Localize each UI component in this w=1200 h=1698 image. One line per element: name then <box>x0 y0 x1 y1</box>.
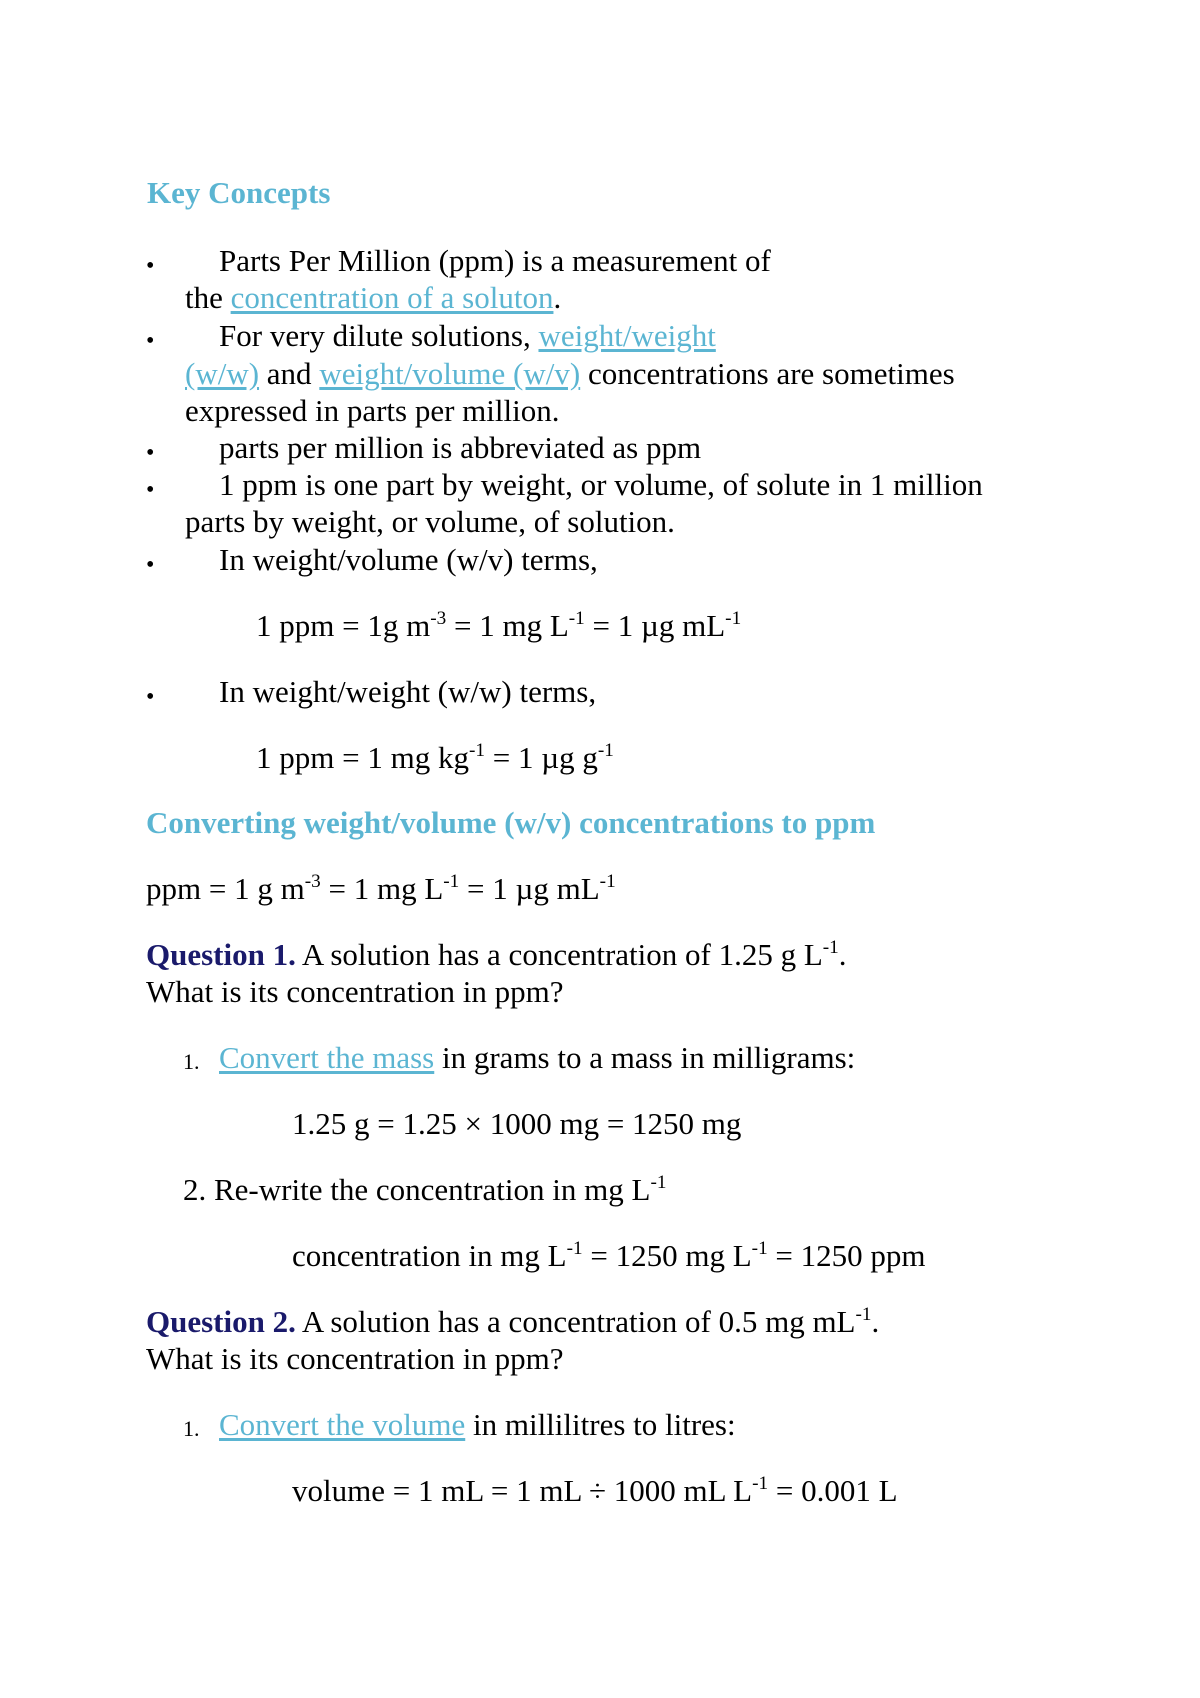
text: = 1 µg mL <box>459 871 600 906</box>
step-number: 1. <box>183 1049 200 1074</box>
text: and <box>259 356 320 391</box>
text: in millilitres to litres: <box>465 1407 736 1442</box>
text: . <box>553 280 562 315</box>
converting-equation <box>146 870 616 913</box>
bullet-icon: • <box>146 477 155 503</box>
link-convert-the-volume[interactable]: Convert the volume <box>219 1407 466 1442</box>
bullet-icon: • <box>146 684 155 710</box>
question-label: Question 2. <box>146 1304 296 1339</box>
bullet-4-line-1: 1 ppm is one part by weight, or volume, of solute in 1 million <box>219 467 983 502</box>
superscript: -1 <box>443 870 460 892</box>
q2-step-1 <box>219 1406 736 1444</box>
link-weight-weight-ww[interactable]: (w/w) <box>185 356 260 391</box>
text: = 1 µg mL <box>584 608 726 643</box>
text: concentration in mg L <box>292 1238 567 1273</box>
bullet-icon: • <box>146 328 155 354</box>
superscript: -1 <box>725 607 742 629</box>
bullet-2-line-3: expressed in parts per million. <box>185 393 560 428</box>
step-number: 1. <box>183 1416 200 1441</box>
superscript: -1 <box>752 1472 769 1494</box>
converting-heading: Converting weight/volume (w/v) concentrations to ppm <box>146 805 876 840</box>
superscript: -3 <box>304 870 321 892</box>
step-number: 2. <box>183 1172 207 1207</box>
text: concentrations are sometimes <box>580 356 955 391</box>
bullet-icon: • <box>146 253 155 279</box>
key-concepts-heading: Key Concepts <box>147 175 331 210</box>
text: = 1250 mg L <box>582 1238 752 1273</box>
text: = 1 µg g <box>484 740 598 775</box>
link-concentration-of-a-solution[interactable]: concentration of a soluton <box>230 280 554 315</box>
text: = 0.001 L <box>768 1473 898 1508</box>
superscript: -1 <box>751 1237 768 1259</box>
link-convert-the-mass[interactable]: Convert the mass <box>219 1040 435 1075</box>
bullet-4-line-2: parts by weight, or volume, of solution. <box>185 504 675 539</box>
text: A solution has a concentration of 0.5 mg mL <box>295 1304 856 1339</box>
superscript: -1 <box>468 739 485 761</box>
text: the <box>185 280 231 315</box>
superscript: -1 <box>566 1237 583 1259</box>
q1-equation-2 <box>292 1237 926 1280</box>
q1-equation-1: 1.25 g = 1.25 × 1000 mg = 1250 mg <box>292 1106 742 1141</box>
text: . <box>871 1304 880 1339</box>
superscript: -1 <box>650 1171 667 1193</box>
text: = 1 mg L <box>446 608 569 643</box>
text: ppm = 1 g m <box>146 871 305 906</box>
text: volume = 1 mL = 1 mL ÷ 1000 mL L <box>292 1473 753 1508</box>
superscript: -1 <box>822 936 839 958</box>
text: = 1 mg L <box>320 871 444 906</box>
text: in grams to a mass in milligrams: <box>434 1040 856 1075</box>
text: A solution has a concentration of 1.25 g L <box>295 937 823 972</box>
question-2-line-2: What is its concentration in ppm? <box>146 1341 564 1376</box>
bullet-icon: • <box>146 552 155 578</box>
link-weight-volume[interactable]: weight/volume (w/v) <box>319 356 581 391</box>
text: Re-write the concentration in mg L <box>206 1172 651 1207</box>
equation-wv-ppm <box>256 607 741 650</box>
bullet-2-line-2 <box>185 355 955 393</box>
equation-ww-ppm <box>256 739 614 782</box>
text: . <box>838 937 847 972</box>
text: = 1250 ppm <box>767 1238 926 1273</box>
superscript: -3 <box>430 607 447 629</box>
question-1-line-2: What is its concentration in ppm? <box>146 974 564 1009</box>
superscript: -1 <box>597 739 614 761</box>
q1-step-2 <box>183 1171 666 1214</box>
text: For very dilute solutions, <box>219 318 539 353</box>
bullet-5-line-1: In weight/volume (w/v) terms, <box>219 542 598 577</box>
q1-step-1 <box>219 1039 855 1077</box>
text: 1 ppm = 1 mg kg <box>256 740 469 775</box>
bullet-6-line-1: In weight/weight (w/w) terms, <box>219 674 597 709</box>
superscript: -1 <box>599 870 616 892</box>
text: 1 ppm = 1g m <box>256 608 431 643</box>
superscript: -1 <box>568 607 585 629</box>
superscript: -1 <box>855 1303 872 1325</box>
bullet-3-line-1: parts per million is abbreviated as ppm <box>219 430 702 465</box>
q2-equation-1 <box>292 1472 898 1515</box>
link-weight-weight[interactable]: weight/weight <box>538 318 716 353</box>
bullet-icon: • <box>146 440 155 466</box>
question-label: Question 1. <box>146 937 296 972</box>
bullet-1-line-2 <box>185 279 561 317</box>
bullet-2-line-1 <box>219 317 716 355</box>
bullet-1-line-1: Parts Per Million (ppm) is a measurement of <box>219 243 771 278</box>
